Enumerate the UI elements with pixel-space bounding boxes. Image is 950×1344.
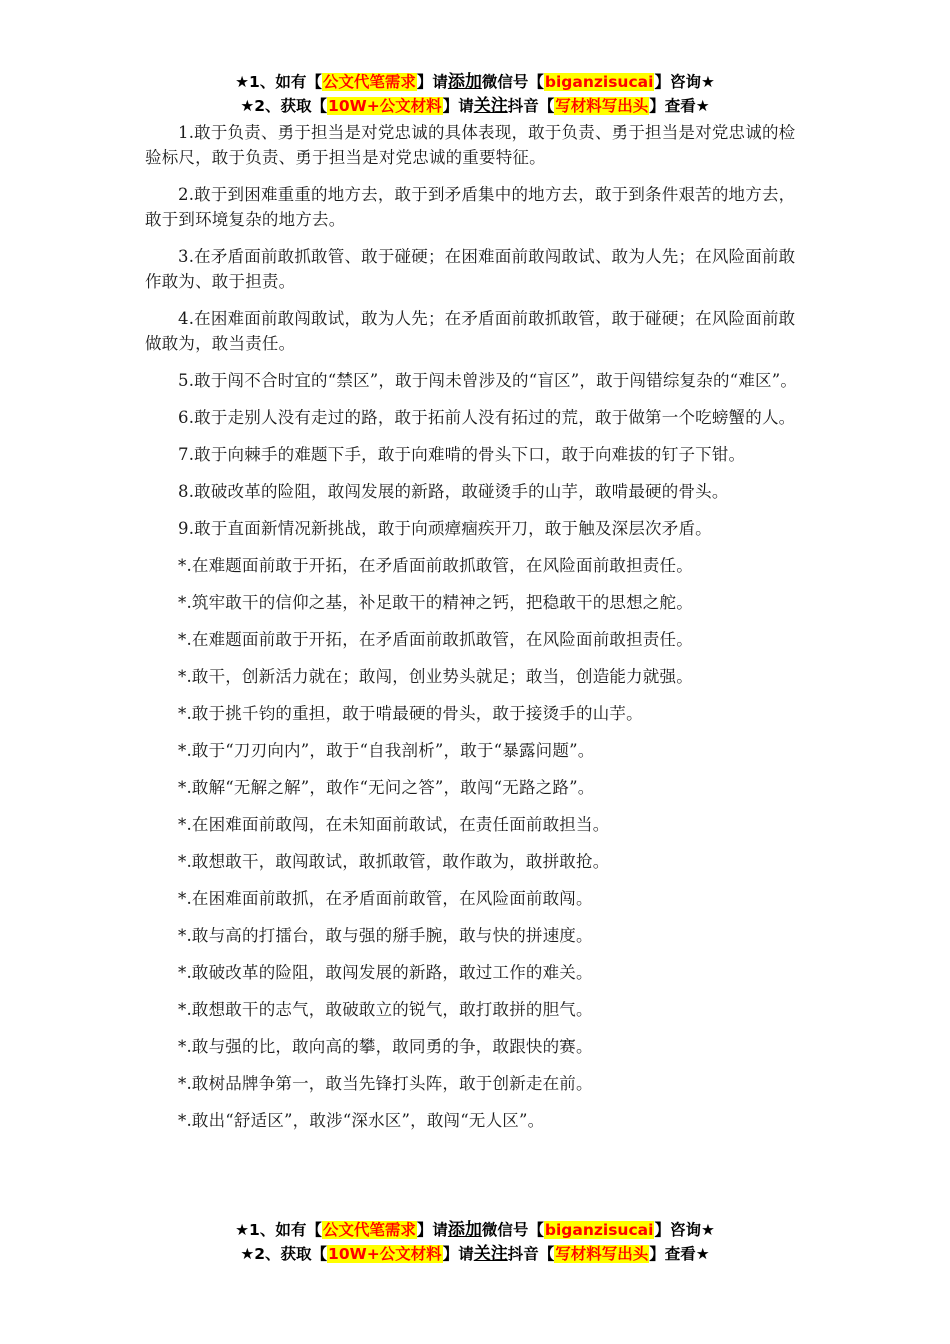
paragraph: *.在难题面前敢于开拓，在矛盾面前敢抓敢管，在风险面前敢担责任。 [178,630,693,649]
banner-text: ★2、获取【 [240,1245,328,1263]
paragraph: *.敢与强的比，敢向高的攀，敢同勇的争，敢跟快的赛。 [178,1037,593,1056]
highlight-service: 公文代笔需求 [322,1221,416,1239]
paragraph: *.敢与高的打擂台，敢与强的掰手腕，敢与快的拼速度。 [178,926,593,945]
banner-line-2 [0,94,950,118]
banner-text: 】查看★ [649,1245,710,1263]
banner-text: ★2、获取【 [240,97,328,115]
highlight-douyin-account: 写材料写出头 [555,97,649,115]
paragraph: *.在困难面前敢闯，在未知面前敢试，在责任面前敢担当。 [178,815,610,834]
banner-text: 】请 [416,73,448,91]
highlight-materials: 10W+公文材料 [328,97,442,115]
banner-text: 】咨询★ [654,1221,715,1239]
underline-text: 关注 [473,96,508,116]
highlight-service: 公文代笔需求 [322,73,416,91]
paragraph: *.敢树品牌争第一，敢当先锋打头阵，敢于创新走在前。 [178,1074,593,1093]
paragraph: *.筑牢敢干的信仰之基，补足敢干的精神之钙，把稳敢干的思想之舵。 [178,593,693,612]
paragraph: 6.敢于走别人没有走过的路，敢于拓前人没有拓过的荒，敢于做第一个吃螃蟹的人。 [178,408,796,427]
paragraph: 2.敢于到困难重重的地方去，敢于到矛盾集中的地方去，敢于到条件艰苦的地方去，敢于到环境复杂的地方去。 [145,185,796,229]
paragraph: 4.在困难面前敢闯敢试，敢为人先；在矛盾面前敢抓敢管，敢于碰硬；在风险面前敢做敢为，敢当责任。 [145,309,796,353]
paragraph: 8.敢破改革的险阻，敢闯发展的新路，敢碰烫手的山芋，敢啃最硬的骨头。 [178,482,729,501]
banner-line-1 [0,70,950,94]
paragraph: 5.敢于闯不合时宜的“禁区”，敢于闯未曾涉及的“盲区”，敢于闯错综复杂的“难区”。 [178,371,798,390]
paragraph: *.在困难面前敢抓，在矛盾面前敢管，在风险面前敢闯。 [178,889,593,908]
paragraph: *.敢干，创新活力就在；敢闯，创业势头就足；敢当，创造能力就强。 [178,667,693,686]
banner-line-1 [0,1218,950,1242]
document-body [145,120,807,1145]
banner-text: 】请 [442,1245,474,1263]
highlight-wechat-id: biganzisucai [544,73,654,91]
banner-text: ★1、如有【 [235,73,322,91]
banner-text: 微信号【 [481,73,544,91]
paragraph: 1.敢于负责、勇于担当是对党忠诚的具体表现，敢于负责、勇于担当是对党忠诚的检验标尺，敢于负责、勇于担当是对党忠诚的重要特征。 [145,123,796,167]
highlight-douyin-account: 写材料写出头 [555,1245,649,1263]
paragraph: *.敢于“刀刃向内”，敢于“自我剖析”，敢于“暴露问题”。 [178,741,595,760]
paragraph: *.敢解“无解之解”，敢作“无问之答”，敢闯“无路之路”。 [178,778,595,797]
paragraph: *.敢于挑千钧的重担，敢于啃最硬的骨头，敢于接烫手的山芋。 [178,704,643,723]
paragraph: *.敢破改革的险阻，敢闯发展的新路，敢过工作的难关。 [178,963,593,982]
highlight-wechat-id: biganzisucai [544,1221,654,1239]
footer-banner [0,1218,950,1266]
underline-text: 添加 [447,72,482,92]
paragraph: *.在难题面前敢于开拓，在矛盾面前敢抓敢管，在风险面前敢担责任。 [178,556,693,575]
underline-text: 关注 [473,1244,508,1264]
banner-text: 微信号【 [481,1221,544,1239]
banner-text: 】请 [442,97,474,115]
underline-text: 添加 [447,1220,482,1240]
banner-text: 】请 [416,1221,448,1239]
paragraph: 7.敢于向棘手的难题下手，敢于向难啃的骨头下口，敢于向难拔的钉子下钳。 [178,445,746,464]
banner-line-2 [0,1242,950,1266]
paragraph: *.敢想敢干，敢闯敢试，敢抓敢管，敢作敢为，敢拼敢抢。 [178,852,610,871]
paragraph: *.敢想敢干的志气，敢破敢立的锐气，敢打敢拼的胆气。 [178,1000,593,1019]
paragraph: 3.在矛盾面前敢抓敢管、敢于碰硬；在困难面前敢闯敢试、敢为人先；在风险面前敢作敢为、敢于担责。 [145,247,796,291]
paragraph: 9.敢于直面新情况新挑战，敢于向顽瘴痼疾开刀，敢于触及深层次矛盾。 [178,519,712,538]
banner-text: ★1、如有【 [235,1221,322,1239]
banner-text: 】咨询★ [654,73,715,91]
banner-text: 抖音【 [507,97,555,115]
paragraph: *.敢出“舒适区”，敢涉“深水区”，敢闯“无人区”。 [178,1111,545,1130]
header-banner [0,70,950,118]
highlight-materials: 10W+公文材料 [328,1245,442,1263]
banner-text: 抖音【 [507,1245,555,1263]
banner-text: 】查看★ [649,97,710,115]
